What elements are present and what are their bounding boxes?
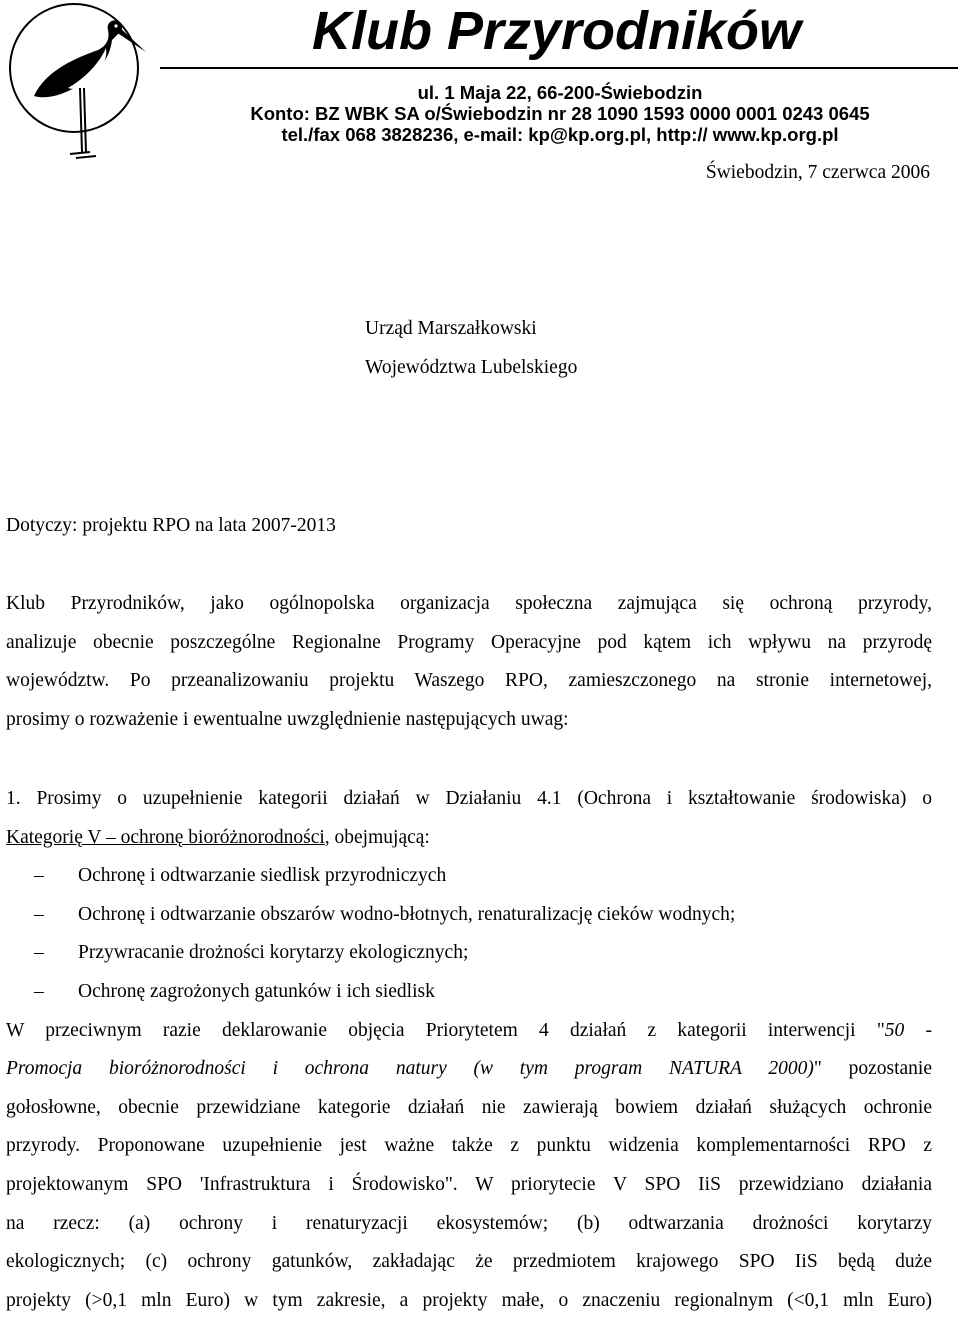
date-line: Świebodzin, 7 czerwca 2006 bbox=[705, 162, 930, 183]
account-line: Konto: BZ WBK SA o/Świebodzin nr 28 1090 1593 0000 0001 0243 0645 bbox=[250, 103, 870, 124]
point-1-section bbox=[6, 780, 932, 1320]
body-line: ekologicznych; (c) ochrony gatunków, zakładając że przedmiotem krajowego SPO IiS będą duże bbox=[6, 1251, 932, 1273]
bullet-item bbox=[6, 857, 932, 896]
body-text-italic: Promocja bioróżnorodności i ochrona natury (w tym program NATURA 2000) bbox=[6, 1058, 814, 1080]
point-1-category-line bbox=[6, 819, 932, 858]
header-rule bbox=[160, 67, 958, 69]
intro-line: prosimy o rozważenie i ewentualne uwzględnienie następujących uwag: bbox=[6, 708, 569, 730]
bullet-text: Ochronę i odtwarzanie siedlisk przyrodniczych bbox=[78, 865, 447, 887]
contact-line: tel./fax 068 3828236, e-mail: kp@kp.org.pl, http:// www.kp.org.pl bbox=[281, 124, 839, 145]
body-line: na rzecz: (a) ochrony i renaturyzacji ekosystemów; (b) odtwarzania drożności korytarzy bbox=[6, 1212, 932, 1234]
bullet-text: Przywracanie drożności korytarzy ekologicznych; bbox=[78, 942, 469, 964]
body-line: przyrody. Proponowane uzupełnienie jest ważne także z punktu widzenia komplementarności RPO z bbox=[6, 1135, 932, 1157]
body-text: W przeciwnym razie deklarowanie objęcia Priorytetem 4 działań z kategorii interwencji " bbox=[6, 1019, 885, 1041]
address-line: ul. 1 Maja 22, 66-200-Świebodzin bbox=[417, 82, 703, 103]
dash-bullet: – bbox=[34, 980, 44, 1002]
stork-logo bbox=[6, 0, 146, 160]
body-line bbox=[6, 1050, 932, 1089]
bullet-item bbox=[6, 973, 932, 1012]
dash-bullet: – bbox=[34, 942, 44, 964]
contact-block bbox=[160, 82, 960, 145]
body-line: gołosłowne, obecnie przewidziane kategorie działań nie zawierają bowiem działań służących ochronie bbox=[6, 1096, 932, 1118]
body-line: projekty (>0,1 mln Euro) w tym zakresie, a projekty małe, o znaczeniu regionalnym (<0,1 mln Euro) bbox=[6, 1289, 932, 1311]
org-title: Klub Przyrodników bbox=[312, 1, 802, 61]
dash-bullet: – bbox=[34, 865, 44, 887]
category-v-underlined: Kategorię V – ochronę bioróżnorodności bbox=[6, 826, 325, 848]
intro-line: Klub Przyrodników, jako ogólnopolska organizacja społeczna zajmująca się ochroną przyrody, bbox=[6, 593, 932, 614]
bullet-text: Ochronę zagrożonych gatunków i ich siedlisk bbox=[78, 980, 435, 1002]
point-1-heading: 1. Prosimy o uzupełnienie kategorii działań w Działaniu 4.1 (Ochrona i kształtowanie środowiska) o bbox=[6, 788, 932, 809]
bullet-item bbox=[6, 934, 932, 973]
intro-paragraph bbox=[6, 585, 932, 739]
bullet-item bbox=[6, 896, 932, 935]
recipient-line-2: Województwa Lubelskiego bbox=[365, 357, 578, 378]
body-text: " pozostanie bbox=[813, 1058, 932, 1080]
body-line bbox=[6, 1012, 932, 1051]
recipient-line-1: Urząd Marszałkowski bbox=[365, 318, 537, 339]
dash-bullet: – bbox=[34, 903, 44, 925]
intro-line: województw. Po przeanalizowaniu projektu Waszego RPO, zamieszczonego na stronie internetowej, bbox=[6, 670, 932, 692]
bullet-text: Ochronę i odtwarzanie obszarów wodno-błotnych, renaturalizację cieków wodnych; bbox=[78, 903, 736, 925]
subject-line: Dotyczy: projektu RPO na lata 2007-2013 bbox=[6, 515, 336, 536]
intro-line: analizuje obecnie poszczególne Regionalne Programy Operacyjne pod kątem ich wpływu na przyrodę bbox=[6, 631, 932, 653]
category-v-rest: , obejmującą: bbox=[324, 826, 430, 848]
body-line: projektowanym SPO 'Infrastruktura i Środowisko". W priorytecie V SPO IiS przewidziano działania bbox=[6, 1173, 932, 1195]
body-text-italic: 50 - bbox=[884, 1019, 932, 1041]
